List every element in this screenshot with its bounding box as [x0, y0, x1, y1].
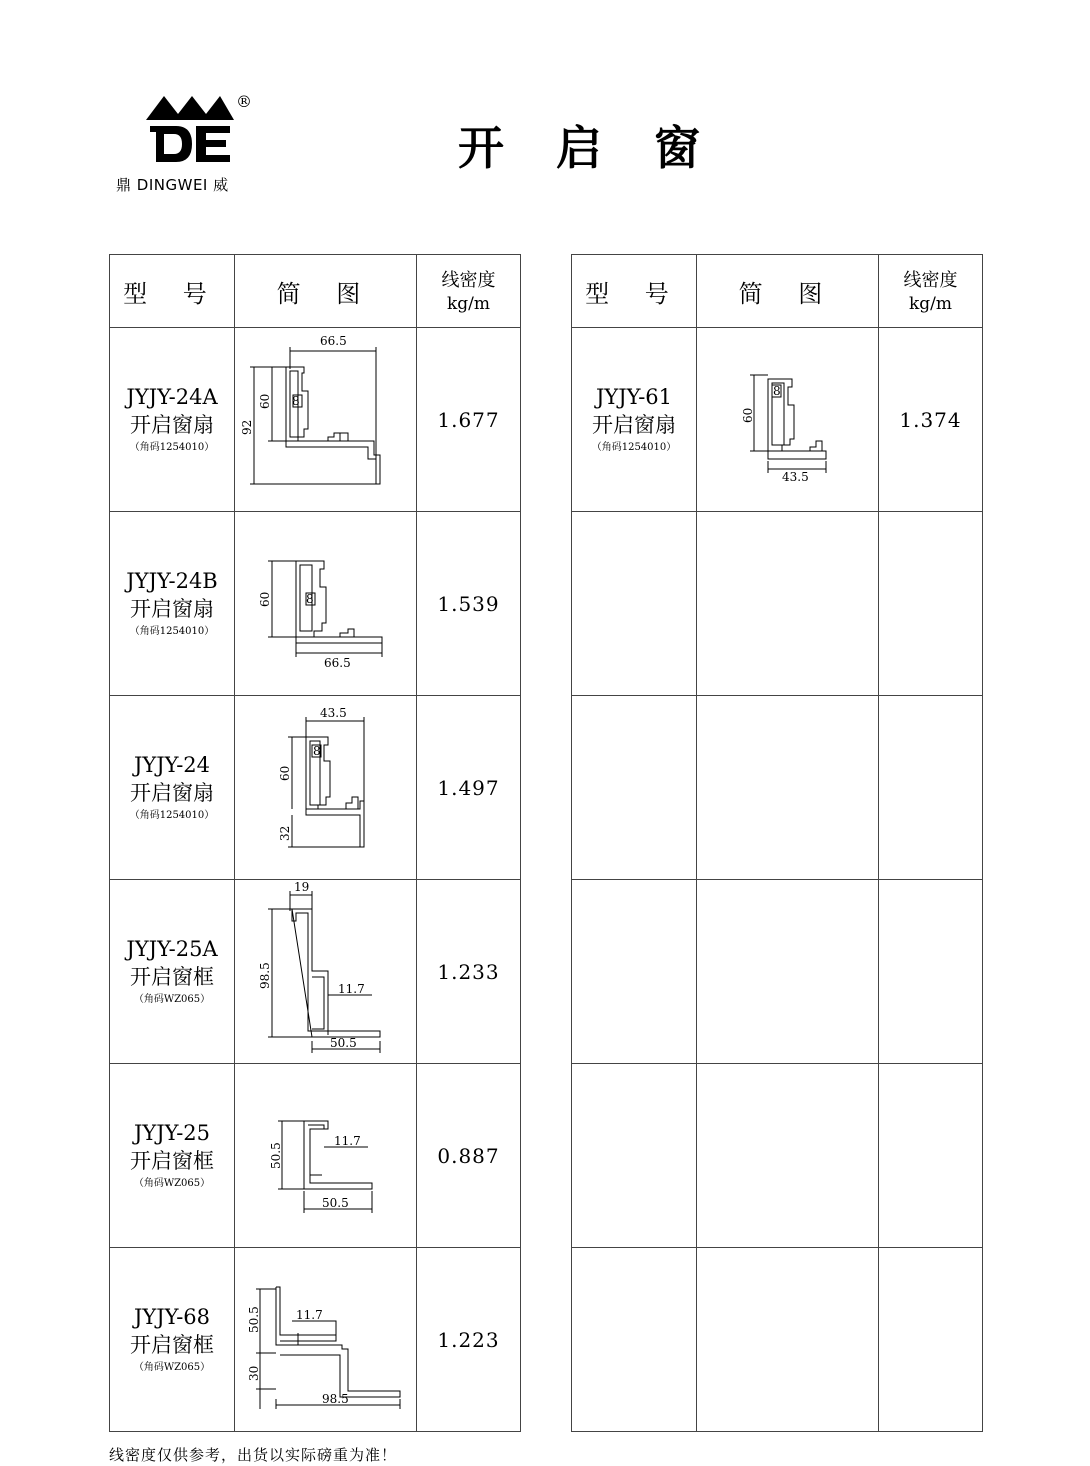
- table-header-row: [572, 255, 983, 328]
- svg-text:8: 8: [312, 743, 321, 758]
- table-row: [572, 328, 983, 512]
- svg-text:98.5: 98.5: [257, 961, 272, 989]
- profile-diagram: [235, 512, 417, 696]
- svg-text:11.7: 11.7: [295, 1307, 323, 1322]
- svg-text:50.5: 50.5: [329, 1035, 357, 1050]
- svg-text:60: 60: [277, 765, 292, 781]
- svg-text:8: 8: [291, 393, 300, 408]
- profile-diagram: [235, 696, 417, 880]
- profile-diagram: [235, 1064, 417, 1248]
- svg-text:43.5: 43.5: [781, 469, 809, 484]
- header-model: 型 号: [110, 255, 235, 328]
- svg-text:60: 60: [257, 591, 272, 607]
- page-title: 开 启 窗: [458, 121, 719, 175]
- header-density: 线密度 kg/m: [879, 255, 983, 328]
- density-value: 1.677: [417, 328, 521, 512]
- svg-text:43.5: 43.5: [319, 705, 347, 720]
- profile-diagram: [235, 1248, 417, 1432]
- svg-text:60: 60: [740, 407, 755, 423]
- table-row: [110, 328, 521, 512]
- profile-drawing: [236, 697, 416, 879]
- profile-drawing: [236, 1249, 416, 1431]
- profile-drawing: [236, 329, 416, 511]
- svg-text:30: 30: [246, 1365, 261, 1381]
- registered-mark: ®: [236, 92, 252, 111]
- svg-text:66.5: 66.5: [319, 333, 347, 348]
- svg-text:32: 32: [277, 825, 292, 841]
- profile-table-right: [571, 254, 983, 1432]
- svg-text:92: 92: [239, 419, 254, 435]
- model-cell: JYJY-25A 开启窗框 （角码WZ065）: [110, 880, 235, 1064]
- profile-diagram: [235, 328, 417, 512]
- profile-drawing: [236, 881, 416, 1063]
- table-row: [572, 1064, 983, 1248]
- svg-text:50.5: 50.5: [268, 1141, 283, 1169]
- table-row: [572, 1248, 983, 1432]
- svg-text:8: 8: [772, 383, 781, 398]
- model-cell: JYJY-24A 开启窗扇 （角码1254010）: [110, 328, 235, 512]
- density-value: 1.223: [417, 1248, 521, 1432]
- brand-name: 鼎 DINGWEI 威: [116, 176, 229, 194]
- density-value: 1.497: [417, 696, 521, 880]
- svg-text:11.7: 11.7: [333, 1133, 361, 1148]
- table-header-row: [110, 255, 521, 328]
- header-diagram: 简 图: [697, 255, 879, 328]
- header-diagram: 简 图: [235, 255, 417, 328]
- profile-diagram: [697, 328, 879, 512]
- svg-text:19: 19: [293, 880, 309, 894]
- table-row: [110, 696, 521, 880]
- profile-drawing: [236, 513, 416, 695]
- svg-text:50.5: 50.5: [246, 1305, 261, 1333]
- table-row: [110, 512, 521, 696]
- profile-drawing: [698, 329, 878, 511]
- table-row: [572, 512, 983, 696]
- profile-drawing: [236, 1065, 416, 1247]
- table-row: [572, 880, 983, 1064]
- model-cell: JYJY-24 开启窗扇 （角码1254010）: [110, 696, 235, 880]
- svg-text:11.7: 11.7: [337, 981, 365, 996]
- svg-text:50.5: 50.5: [321, 1195, 349, 1210]
- profile-table-left: [109, 254, 521, 1432]
- svg-text:98.5: 98.5: [321, 1391, 349, 1406]
- profile-diagram: [235, 880, 417, 1064]
- model-cell: JYJY-24B 开启窗扇 （角码1254010）: [110, 512, 235, 696]
- density-value: 1.374: [879, 328, 983, 512]
- model-cell: JYJY-61 开启窗扇 （角码1254010）: [572, 328, 697, 512]
- footer-note: 线密度仅供参考，出货以实际磅重为准！: [109, 1446, 398, 1464]
- table-row: [110, 1248, 521, 1432]
- header-density: 线密度 kg/m: [417, 255, 521, 328]
- model-cell: JYJY-68 开启窗框 （角码WZ065）: [110, 1248, 235, 1432]
- density-value: 0.887: [417, 1064, 521, 1248]
- svg-text:66.5: 66.5: [323, 655, 351, 670]
- svg-text:8: 8: [305, 591, 314, 606]
- density-value: 1.539: [417, 512, 521, 696]
- density-value: 1.233: [417, 880, 521, 1064]
- svg-text:60: 60: [257, 393, 272, 409]
- table-row: [572, 696, 983, 880]
- header-model: 型 号: [572, 255, 697, 328]
- table-row: [110, 1064, 521, 1248]
- table-row: [110, 880, 521, 1064]
- brand-logo: [110, 92, 270, 202]
- dingwei-logo-mark: [146, 92, 234, 166]
- model-cell: JYJY-25 开启窗框 （角码WZ065）: [110, 1064, 235, 1248]
